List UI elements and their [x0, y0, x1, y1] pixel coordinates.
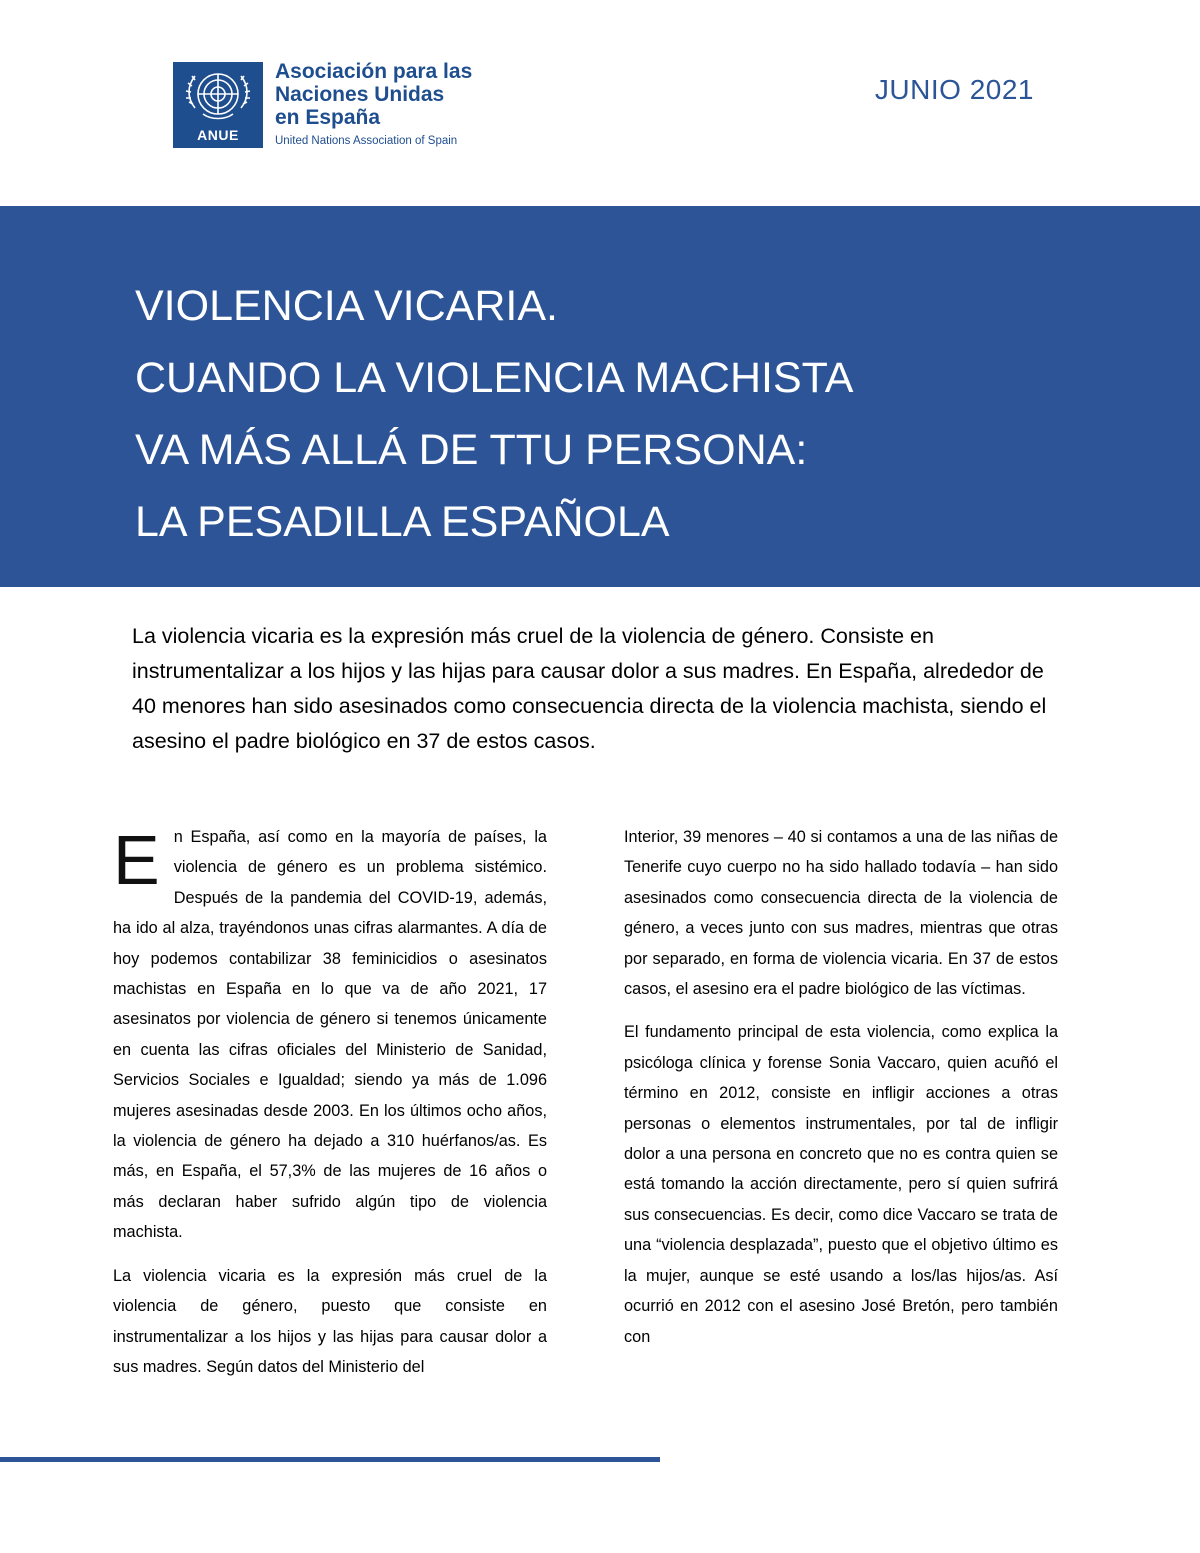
page-header: [0, 0, 1200, 205]
title-line: LA PESADILLA ESPAÑOLA: [135, 498, 670, 546]
title-line: VIOLENCIA VICARIA.: [135, 282, 558, 330]
body-paragraph: [113, 822, 547, 1248]
un-logo: [173, 62, 263, 148]
body-column-right: [624, 822, 1058, 1365]
un-emblem-icon: [179, 64, 257, 126]
organization-subtitle: United Nations Association of Spain: [275, 135, 458, 147]
footer-divider: [0, 1457, 660, 1462]
lead-paragraph: La violencia vicaria es la expresión más cruel de la violencia de género. Consiste en instrumentalizar a los hijos y las hijas para causar dolor a sus madres. En España, alrededor de 40 menores han sido asesinados como consecuencia directa de la violencia machista, siendo el asesino el padre biológico en 37 de estos casos.: [132, 624, 1047, 753]
body-paragraph: Interior, 39 menores – 40 si contamos a una de las niñas de Tenerife cuyo cuerpo no ha sido hallado todavía – han sido asesinados como consecuencia directa de la violencia de género, a veces junto con sus madres, mientras que otras por separado, en forma de violencia vicaria. En 37 de estos casos, el asesino era el padre biológico de las víctimas.: [624, 828, 1058, 999]
document-title: [135, 270, 853, 558]
title-line: VA MÁS ALLÁ DE TTU PERSONA:: [135, 426, 808, 474]
publication-date: JUNIO 2021: [874, 74, 1034, 105]
paragraph-text: n España, así como en la mayoría de países, la violencia de género es un problema sistémico. Después de la pandemia del COVID-19, además, ha ido al alza, trayéndonos unas cifras alarmantes. A día de hoy podemos contabilizar 38 feminicidios o asesinatos machistas en España en lo que va de año 2021, 17 asesinatos por violencia de género si tenemos únicamente en cuenta las cifras oficiales del Ministerio de Sanidad, Servicios Sociales e Igualdad; siendo ya más de 1.096 mujeres asesinadas desde 2003. En los últimos ocho años, la violencia de género ha dejado a 310 huérfanos/as. Es más, en España, el 57,3% de las mujeres de 16 años o más declaran haber sufrido algún tipo de violencia machista.: [113, 828, 547, 1242]
logo-acronym: ANUE: [197, 127, 239, 143]
organization-name-line: Naciones Unidas: [275, 83, 445, 106]
organization-name-line: en España: [275, 106, 381, 129]
drop-cap: E: [113, 821, 160, 899]
organization-name-line: Asociación para las: [275, 60, 473, 83]
body-paragraph: El fundamento principal de esta violencia, como explica la psicóloga clínica y forense Sonia Vaccaro, quien acuñó el término en 2012, consiste en infligir acciones a otras personas o elementos instrumentales, por tal de infligir dolor a una persona en concreto que no es contra quien se está tomando la acción directamente, pero sí quien sufrirá sus consecuencias. Es decir, como dice Vaccaro se trata de una “violencia desplazada”, puesto que el objetivo último es la mujer, aunque se esté usando a los/las hijos/as. Así ocurrió en 2012 con el asesino José Bretón, pero también con: [624, 1023, 1058, 1346]
body-paragraph: La violencia vicaria es la expresión más cruel de la violencia de género, puesto que consiste en instrumentalizar a los hijos y las hijas para causar dolor a sus madres. Según datos del Ministerio del: [113, 1266, 547, 1376]
body-column-left: [113, 822, 547, 1395]
organization-name: [275, 60, 472, 129]
title-line: CUANDO LA VIOLENCIA MACHISTA: [135, 354, 854, 402]
